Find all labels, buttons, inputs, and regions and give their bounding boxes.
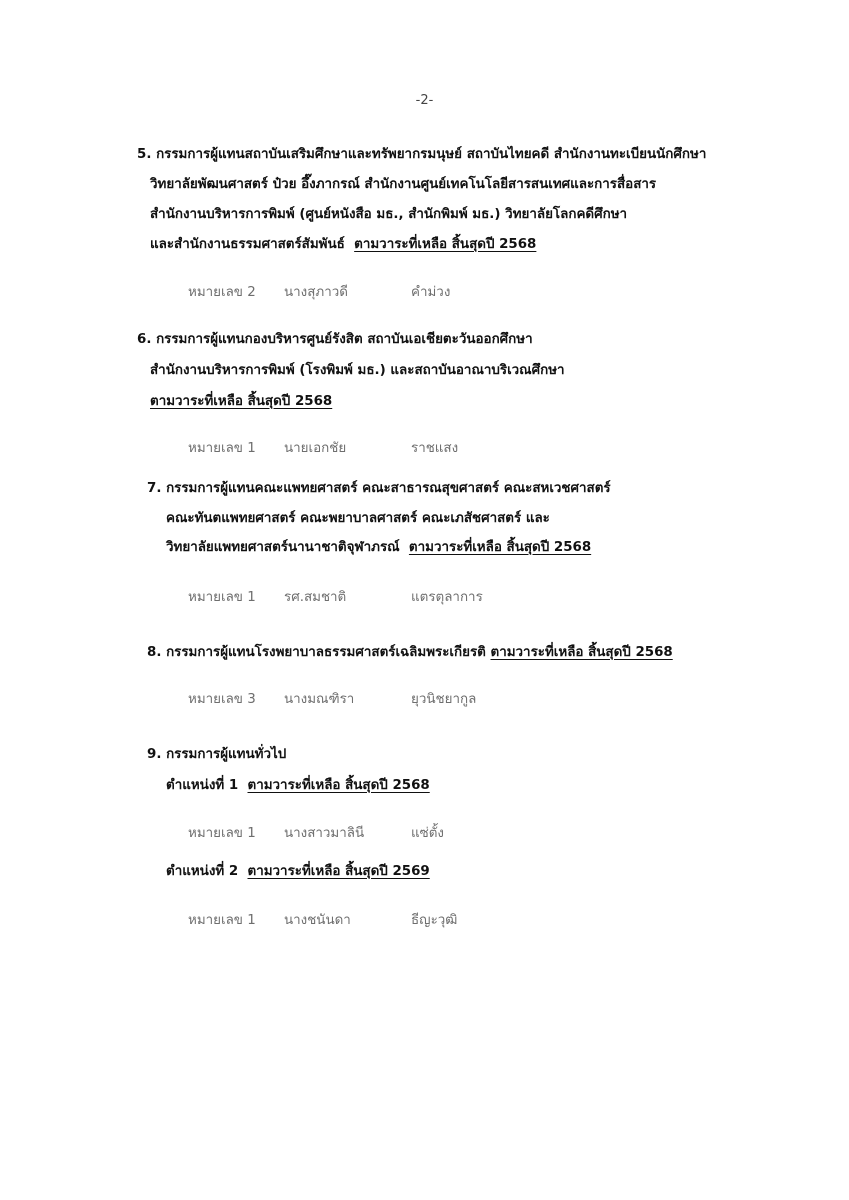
section-8-line-1 [147,643,673,663]
section-8-term: ตามวาระที่เหลือ สิ้นสุดปี 2568 [490,645,673,660]
section-7-line-1: 7. กรรมการผู้แทนคณะแพทยศาสตร์ คณะสาธารณสุขศาสตร์ คณะสหเวชศาสตร์ [147,481,611,496]
section-7-line-2: คณะทันตแพทยศาสตร์ คณะพยาบาลศาสตร์ คณะเภสัชศาสตร์ และ [166,511,550,526]
section-6-line-2: สำนักงานบริหารการพิมพ์ (โรงพิมพ์ มธ.) และสถาบันอาณาบริเวณศึกษา [150,363,565,378]
section-7-line-3 [166,538,591,558]
section-6-line-1: 6. กรรมการผู้แทนกองบริหารศูนย์รังสิต สถาบันเอเชียตะวันออกศึกษา [137,332,533,347]
candidate-last-name: ราชแสง [411,441,459,456]
section-9-heading: 9. กรรมการผู้แทนทั่วไป [147,747,287,762]
section-5-line-3: สำนักงานบริหารการพิมพ์ (ศูนย์หนังสือ มธ., สำนักพิมพ์ มธ.) วิทยาลัยโลกคดีศึกษา [150,207,628,222]
candidate-number: หมายเลข 1 [188,913,256,928]
section-9-position-1 [166,776,430,796]
position-1-label: ตำแหน่งที่ 1 [166,778,239,793]
position-2-label: ตำแหน่งที่ 2 [166,864,239,879]
candidate-first-name: นางสุภาวดี [284,285,348,300]
section-5-term: ตามวาระที่เหลือ สิ้นสุดปี 2568 [354,237,537,252]
candidate-number: หมายเลข 1 [188,826,256,841]
section-5-line-4 [150,235,536,255]
section-5-line-1: 5. กรรมการผู้แทนสถาบันเสริมศึกษาและทรัพยากรมนุษย์ สถาบันไทยคดี สำนักงานทะเบียนนักศึกษา [137,147,707,162]
section-6-term: ตามวาระที่เหลือ สิ้นสุดปี 2568 [150,394,333,409]
position-2-term: ตามวาระที่เหลือ สิ้นสุดปี 2569 [247,864,430,879]
candidate-number: หมายเลข 3 [188,692,256,707]
candidate-number: หมายเลข 2 [188,285,256,300]
candidate-number: หมายเลข 1 [188,590,256,605]
candidate-last-name: แซ่ตั้ง [411,826,444,841]
section-6-line-3 [150,392,332,412]
candidate-first-name: นายเอกชัย [284,441,347,456]
section-5-line-4-text: และสำนักงานธรรมศาสตร์สัมพันธ์ [150,237,345,252]
candidate-last-name: ธีญะวุฒิ [411,913,458,928]
section-8-line-1-text: 8. กรรมการผู้แทนโรงพยาบาลธรรมศาสตร์เฉลิมพระเกียรติ [147,645,486,660]
candidate-first-name: นางมณฑิรา [284,692,355,707]
section-7-term: ตามวาระที่เหลือ สิ้นสุดปี 2568 [408,540,592,555]
candidate-last-name: ยุวนิชยากูล [411,692,477,707]
position-1-term: ตามวาระที่เหลือ สิ้นสุดปี 2568 [247,778,430,793]
candidate-first-name: นางสาวมาลินี [284,826,365,841]
candidate-number: หมายเลข 1 [188,441,256,456]
page-number: -2- [415,93,434,108]
candidate-first-name: รศ.สมชาติ [284,590,347,605]
candidate-first-name: นางชนันดา [284,913,351,928]
section-9-position-2 [166,862,430,882]
candidate-last-name: แตรตุลาการ [411,590,483,605]
section-7-line-3-text: วิทยาลัยแพทยศาสตร์นานาชาติจุฬาภรณ์ [166,540,400,555]
candidate-last-name: คำม่วง [411,285,451,300]
section-5-line-2: วิทยาลัยพัฒนศาสตร์ ป๋วย อึ๊งภากรณ์ สำนักงานศูนย์เทคโนโลยีสารสนเทศและการสื่อสาร [150,177,657,192]
